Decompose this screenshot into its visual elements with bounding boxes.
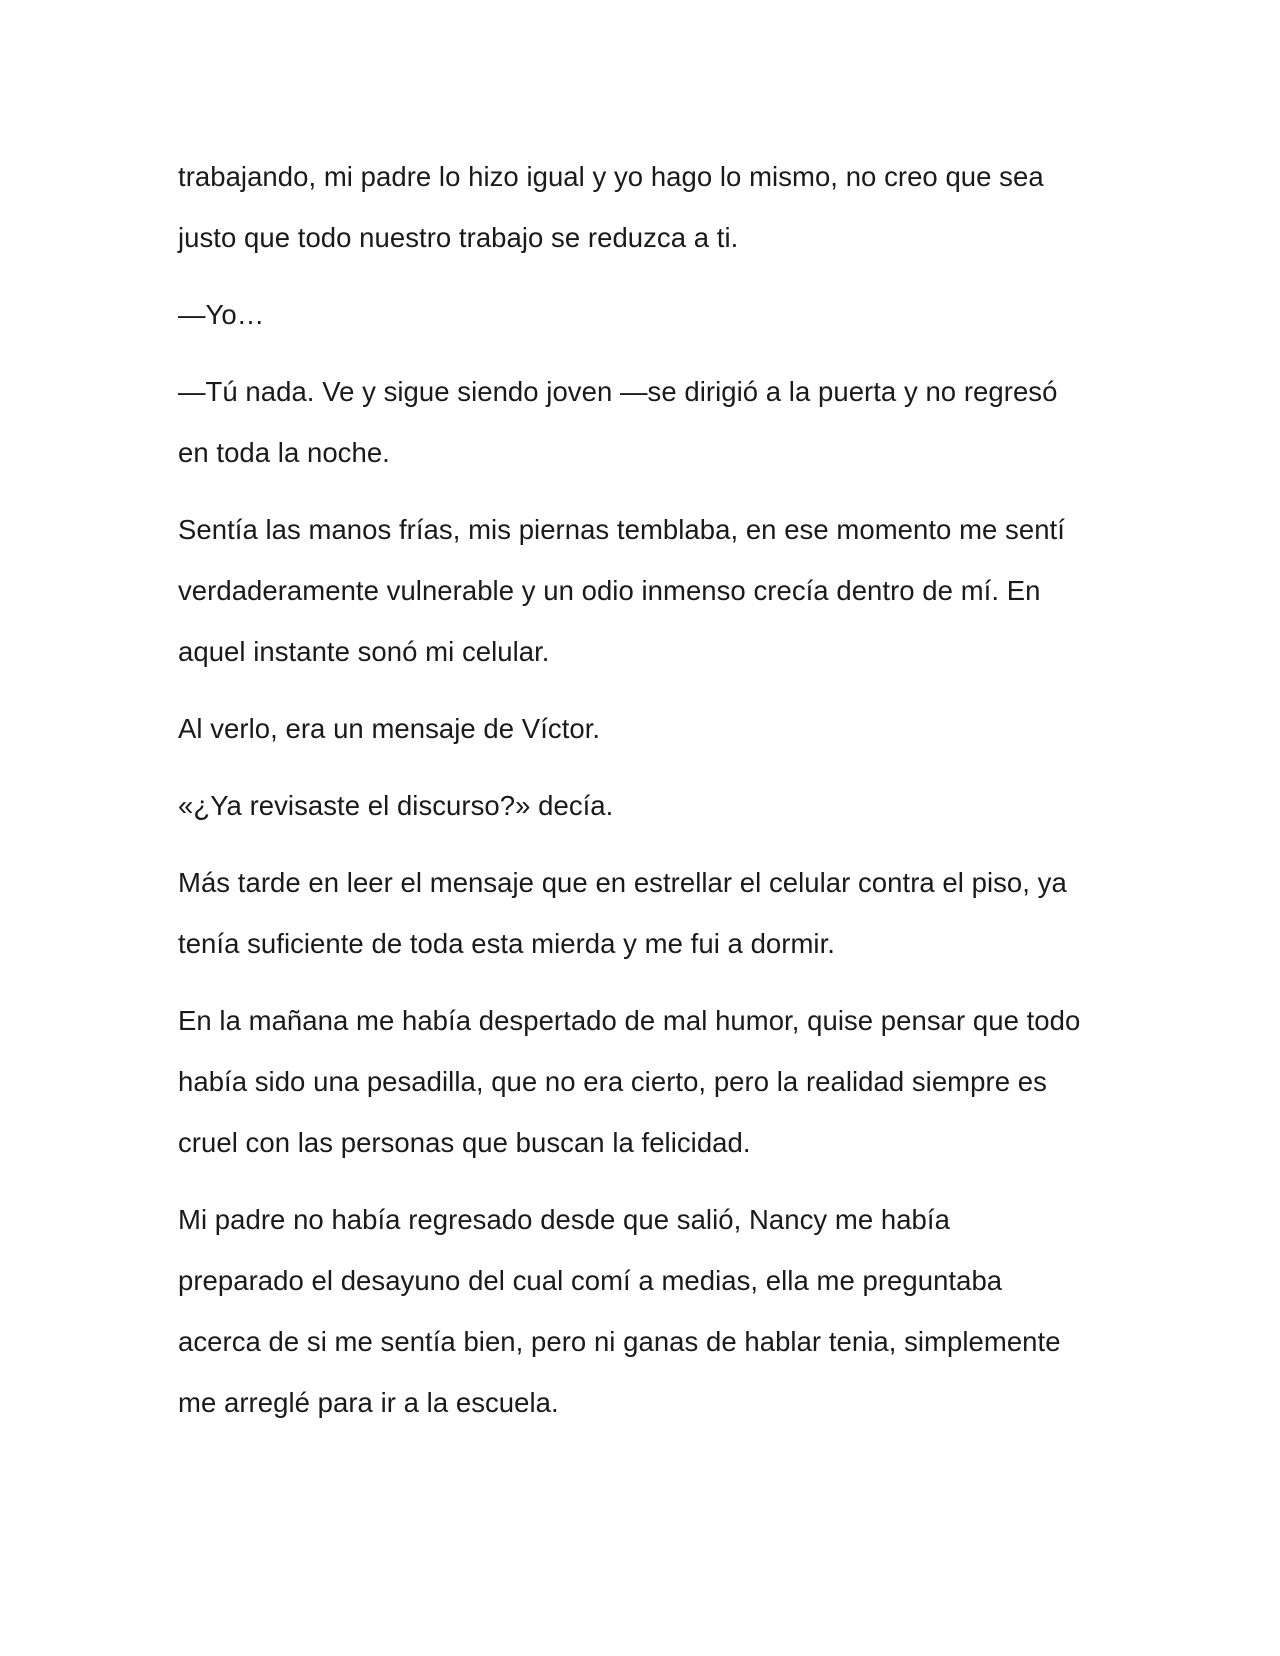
paragraph-line: justo que todo nuestro trabajo se reduzca a ti. (178, 222, 739, 253)
paragraph-line: «¿Ya revisaste el discurso?» decía. (178, 790, 614, 821)
document-body (178, 146, 1118, 1449)
paragraph-line: —Tú nada. Ve y sigue siendo joven —se dirigió a la puerta y no regresó (178, 376, 1058, 407)
paragraph-line: cruel con las personas que buscan la felicidad. (178, 1127, 751, 1158)
paragraph-8 (178, 990, 1118, 1173)
paragraph-line: Más tarde en leer el mensaje que en estrellar el celular contra el piso, ya (178, 867, 1067, 898)
paragraph-5 (178, 698, 1118, 759)
paragraph-7 (178, 852, 1118, 974)
paragraph-line: me arreglé para ir a la escuela. (178, 1387, 559, 1418)
paragraph-line: preparado el desayuno del cual comí a medias, ella me preguntaba (178, 1265, 1003, 1296)
paragraph-line: verdaderamente vulnerable y un odio inmenso crecía dentro de mí. En (178, 575, 1041, 606)
paragraph-1 (178, 146, 1118, 268)
paragraph-line: en toda la noche. (178, 437, 390, 468)
paragraph-line: trabajando, mi padre lo hizo igual y yo hago lo mismo, no creo que sea (178, 161, 1044, 192)
paragraph-line: aquel instante sonó mi celular. (178, 636, 550, 667)
paragraph-2 (178, 284, 1118, 345)
paragraph-6 (178, 775, 1118, 836)
paragraph-line: Mi padre no había regresado desde que salió, Nancy me había (178, 1204, 950, 1235)
paragraph-line: Al verlo, era un mensaje de Víctor. (178, 713, 601, 744)
paragraph-line: acerca de si me sentía bien, pero ni ganas de hablar tenia, simplemente (178, 1326, 1061, 1357)
paragraph-line: Sentía las manos frías, mis piernas temblaba, en ese momento me sentí (178, 514, 1065, 545)
paragraph-line: En la mañana me había despertado de mal humor, quise pensar que todo (178, 1005, 1081, 1036)
paragraph-9 (178, 1189, 1118, 1433)
paragraph-line: había sido una pesadilla, que no era cierto, pero la realidad siempre es (178, 1066, 1047, 1097)
paragraph-4 (178, 499, 1118, 682)
paragraph-line: tenía suficiente de toda esta mierda y me fui a dormir. (178, 928, 835, 959)
paragraph-3 (178, 361, 1118, 483)
paragraph-line: —Yo… (178, 299, 265, 330)
